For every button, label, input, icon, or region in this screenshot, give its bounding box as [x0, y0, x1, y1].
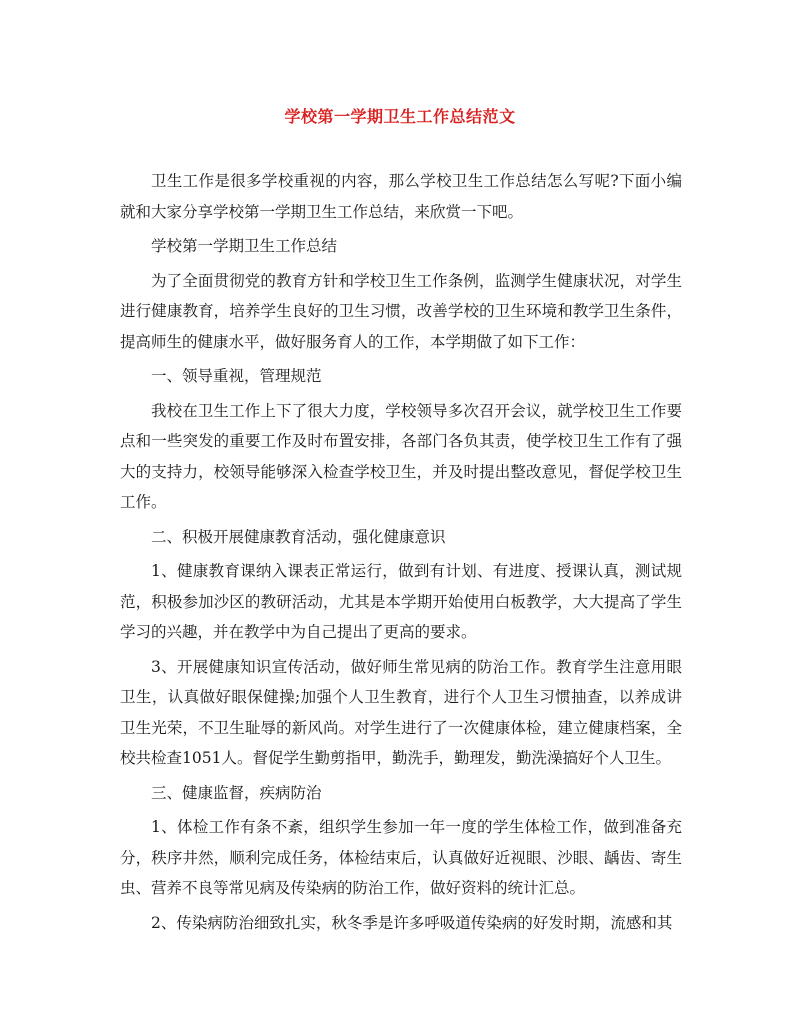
- paragraph-subtitle: 学校第一学期卫生工作总结: [151, 237, 338, 255]
- paragraph-intro: 卫生工作是很多学校重视的内容，那么学校卫生工作总结怎么写呢?下面小编就和大家分享学校第一学期卫生工作总结，来欣赏一下吧。: [120, 172, 682, 221]
- section-heading-2: 二、积极开展健康教育活动，强化健康意识: [151, 527, 446, 546]
- document-title: 学校第一学期卫生工作总结范文: [284, 107, 516, 126]
- paragraph-health-promotion: 3、开展健康知识宣传活动，做好师生常见病的防治工作。教育学生注意用眼卫生，认真做好眼保健操;加强个人卫生教育，进行个人卫生习惯抽查，以养成讲卫生光荣，不卫生耻辱的新风尚。对学生进行了一次健康体检，建立健康档案，全校共检查1051人。督促学生勤剪指甲，勤洗手，勤理发，勤洗澡搞好个人卫生。: [120, 657, 682, 767]
- paragraph-leadership: 我校在卫生工作上下了很大力度，学校领导多次召开会议，就学校卫生工作要点和一些突发的重要工作及时布置安排，各部门各负其责，使学校卫生工作有了强大的支持力，校领导能够深入检查学校卫生，并及时提出整改意见，督促学校卫生工作。: [120, 401, 682, 511]
- paragraph-disease-prevention: 2、传染病防治细致扎实，秋冬季是许多呼吸道传染病的好发时期，流感和其: [151, 913, 673, 932]
- section-heading-3: 三、健康监督，疾病防治: [151, 783, 322, 802]
- document-body: [120, 166, 682, 942]
- paragraph-purpose: 为了全面贯彻党的教育方针和学校卫生工作条例，监测学生健康状况，对学生进行健康教育，培养学生良好的卫生习惯，改善学校的卫生环境和教学卫生条件，提高师生的健康水平，做好服务育人的工作，本学期做了如下工作：: [120, 271, 682, 351]
- paragraph-physical-exam: 1、体检工作有条不紊，组织学生参加一年一度的学生体检工作，做到准备充分，秩序井然，顺利完成任务，体检结束后，认真做好近视眼、沙眼、龋齿、寄生虫、营养不良等常见病及传染病的防治工作，做好资料的统计汇总。: [120, 818, 682, 897]
- section-heading-1: 一、领导重视，管理规范: [151, 367, 322, 385]
- paragraph-health-class: 1、健康教育课纳入课表正常运行，做到有计划、有进度、授课认真，测试规范，积极参加沙区的教研活动，尤其是本学期开始使用白板教学，大大提高了学生学习的兴趣，并在教学中为自己提出了更高的要求。: [120, 562, 682, 641]
